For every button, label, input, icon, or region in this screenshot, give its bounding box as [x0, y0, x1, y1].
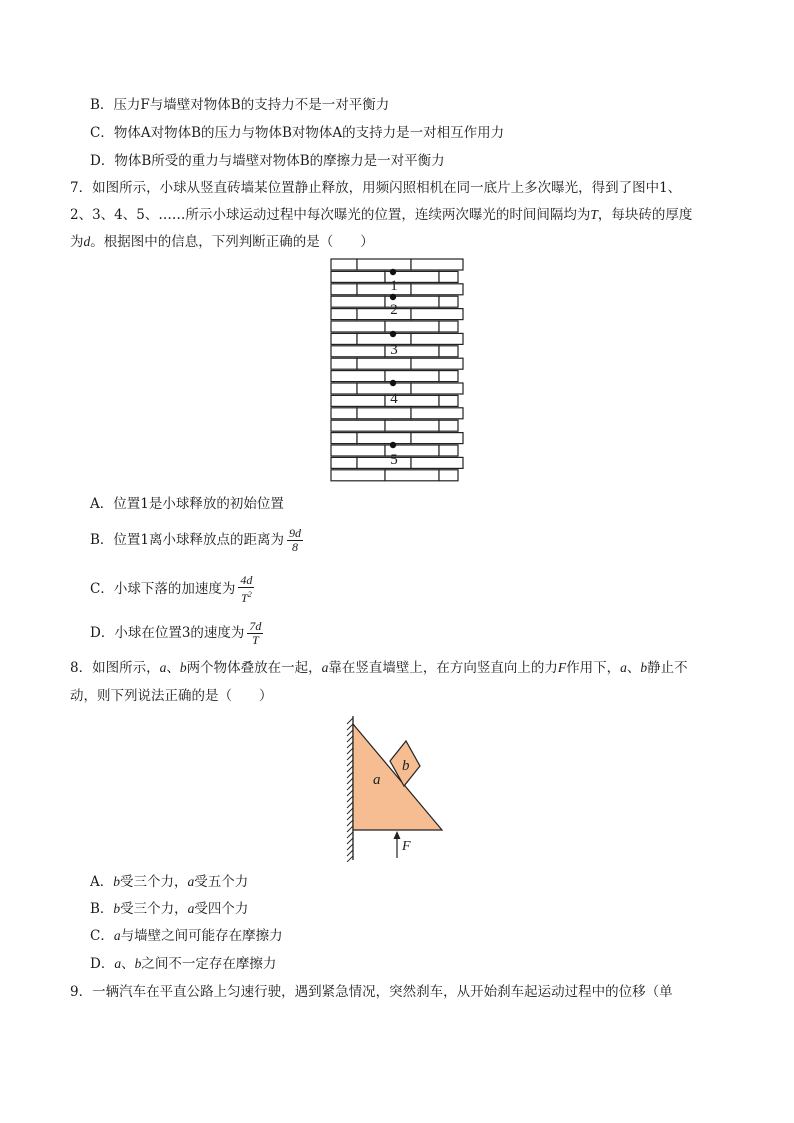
brick: [331, 433, 357, 444]
q8-stem-line2: 动，则下列说法正确的是（ ）: [70, 688, 273, 704]
brick: [357, 408, 411, 419]
fraction-9d-over-8: $\frac{9d}{8}$: [289, 526, 302, 554]
brick: [411, 408, 463, 419]
brick: [439, 321, 458, 332]
brick: [439, 470, 458, 481]
wall-hatch: [347, 832, 353, 838]
brick: [411, 284, 463, 295]
brick: [385, 420, 439, 431]
brick: [439, 271, 458, 282]
brick: [331, 395, 385, 406]
wall-hatch: [347, 796, 353, 802]
wall-block-figure: [340, 712, 450, 862]
wall-hatch: [347, 784, 353, 790]
q7-stem-line2: 2、3、4、5、……所示小球运动过程中每次曝光的位置，连续两次曝光的时间间隔均为T，每块砖的厚度: [70, 207, 693, 223]
wall-hatch: [347, 736, 353, 742]
brick: [331, 457, 357, 468]
wall-hatch: [347, 748, 353, 754]
brick: [357, 309, 411, 320]
brick: [331, 296, 385, 307]
ball-position-5: [390, 442, 396, 448]
q8-option-b: B．b受三个力，a受四个力: [90, 901, 249, 917]
q8-stem-line1: 8．如图所示，a、b两个物体叠放在一起，a靠在竖直墙壁上，在方向竖直向上的力F作用下，a、b静止不: [70, 660, 688, 676]
brick: [411, 457, 463, 468]
brick: [357, 284, 411, 295]
brick: [439, 296, 458, 307]
q6-option-d: D．物体B所受的重力与墙壁对物体B的摩擦力是一对平衡力: [90, 153, 445, 169]
q8-option-c: C．a与墙壁之间可能存在摩擦力: [90, 928, 283, 944]
brick: [357, 433, 411, 444]
wall-hatch: [347, 778, 353, 784]
ball-label-4: 4: [390, 391, 398, 407]
brick: [439, 420, 458, 431]
wall-hatch: [347, 760, 353, 766]
fraction-7d-over-t: $\frac{7d}{T}$: [249, 619, 262, 647]
wall-hatch: [347, 844, 353, 850]
q7-option-d: D．小球在位置3的速度为 $\frac{7d}{T}$: [90, 619, 262, 647]
brick: [331, 346, 385, 357]
wall-hatch: [347, 730, 353, 736]
ball-position-1: [390, 269, 396, 275]
wall-hatch: [347, 814, 353, 820]
wall-hatch: [347, 856, 353, 862]
ball-label-1: 1: [390, 278, 398, 294]
brick: [331, 420, 385, 431]
q7-option-c: C．小球下落的加速度为 $\frac{4d}{T^2}$: [90, 573, 253, 605]
brick: [357, 383, 411, 394]
q6-option-c: C．物体A对物体B的压力与物体B对物体A的支持力是一对相互作用力: [90, 125, 505, 141]
brick: [331, 259, 357, 270]
brick: [357, 457, 411, 468]
brick: [357, 259, 411, 270]
wall-hatch: [347, 790, 353, 796]
ball-position-2: [390, 294, 396, 300]
brick: [411, 433, 463, 444]
brick: [385, 470, 439, 481]
wall-hatch: [347, 718, 353, 724]
brick: [411, 383, 463, 394]
wall-hatch: [347, 766, 353, 772]
label-F: F: [402, 839, 411, 854]
q8-option-a: A．b受三个力，a受五个力: [90, 874, 249, 890]
brick: [331, 383, 357, 394]
brick: [331, 271, 385, 282]
brick: [411, 259, 463, 270]
q7-option-a: A．位置1是小球释放的初始位置: [90, 496, 284, 512]
ball-label-5: 5: [390, 452, 398, 468]
brick: [439, 445, 458, 456]
brick: [331, 408, 357, 419]
q8-option-d: D．a、b之间不一定存在摩擦力: [90, 956, 277, 972]
brick: [331, 470, 385, 481]
wall-hatch: [347, 826, 353, 832]
brick: [411, 333, 463, 344]
brick: [411, 358, 463, 369]
brick: [331, 309, 357, 320]
wall-hatch: [347, 820, 353, 826]
ball-label-3: 3: [390, 342, 398, 358]
brick: [331, 284, 357, 295]
brick-wall-figure: [325, 256, 470, 488]
label-b: b: [402, 758, 410, 774]
fraction-4d-over-t2: $\frac{4d}{T^2}$: [240, 573, 253, 605]
wall-hatch: [347, 724, 353, 730]
wall-hatch: [347, 772, 353, 778]
q6-option-b: B．压力F与墙壁对物体B的支持力不是一对平衡力: [90, 97, 390, 113]
wall-hatch: [347, 802, 353, 808]
ball-label-2: 2: [390, 302, 398, 318]
brick: [439, 395, 458, 406]
brick: [439, 346, 458, 357]
brick: [357, 333, 411, 344]
brick: [331, 358, 357, 369]
q9-stem-line1: 9．一辆汽车在平直公路上匀速行驶，遇到紧急情况，突然刹车，从开始刹车起运动过程中的位移（单: [70, 984, 673, 1000]
brick: [439, 371, 458, 382]
wall-hatch: [347, 838, 353, 844]
brick: [357, 358, 411, 369]
force-arrowhead: [394, 831, 401, 839]
brick: [331, 321, 385, 332]
q7-stem-line1: 7．如图所示，小球从竖直砖墙某位置静止释放，用频闪照相机在同一底片上多次曝光，得到了图中1、: [70, 180, 682, 196]
wall-hatch: [347, 808, 353, 814]
brick: [411, 309, 463, 320]
ball-position-4: [390, 380, 396, 386]
brick: [331, 445, 385, 456]
brick: [385, 321, 439, 332]
block-a: [353, 724, 442, 830]
q7-option-b: B．位置1离小球释放点的距离为 $\frac{9d}{8}$: [90, 526, 302, 554]
brick: [331, 371, 385, 382]
label-a: a: [373, 772, 381, 788]
q7-stem-line3: 为d。根据图中的信息，下列判断正确的是（ ）: [70, 234, 374, 250]
wall-hatch: [347, 754, 353, 760]
ball-position-3: [390, 331, 396, 337]
wall-hatch: [347, 850, 353, 856]
brick: [331, 333, 357, 344]
wall-hatch: [347, 742, 353, 748]
